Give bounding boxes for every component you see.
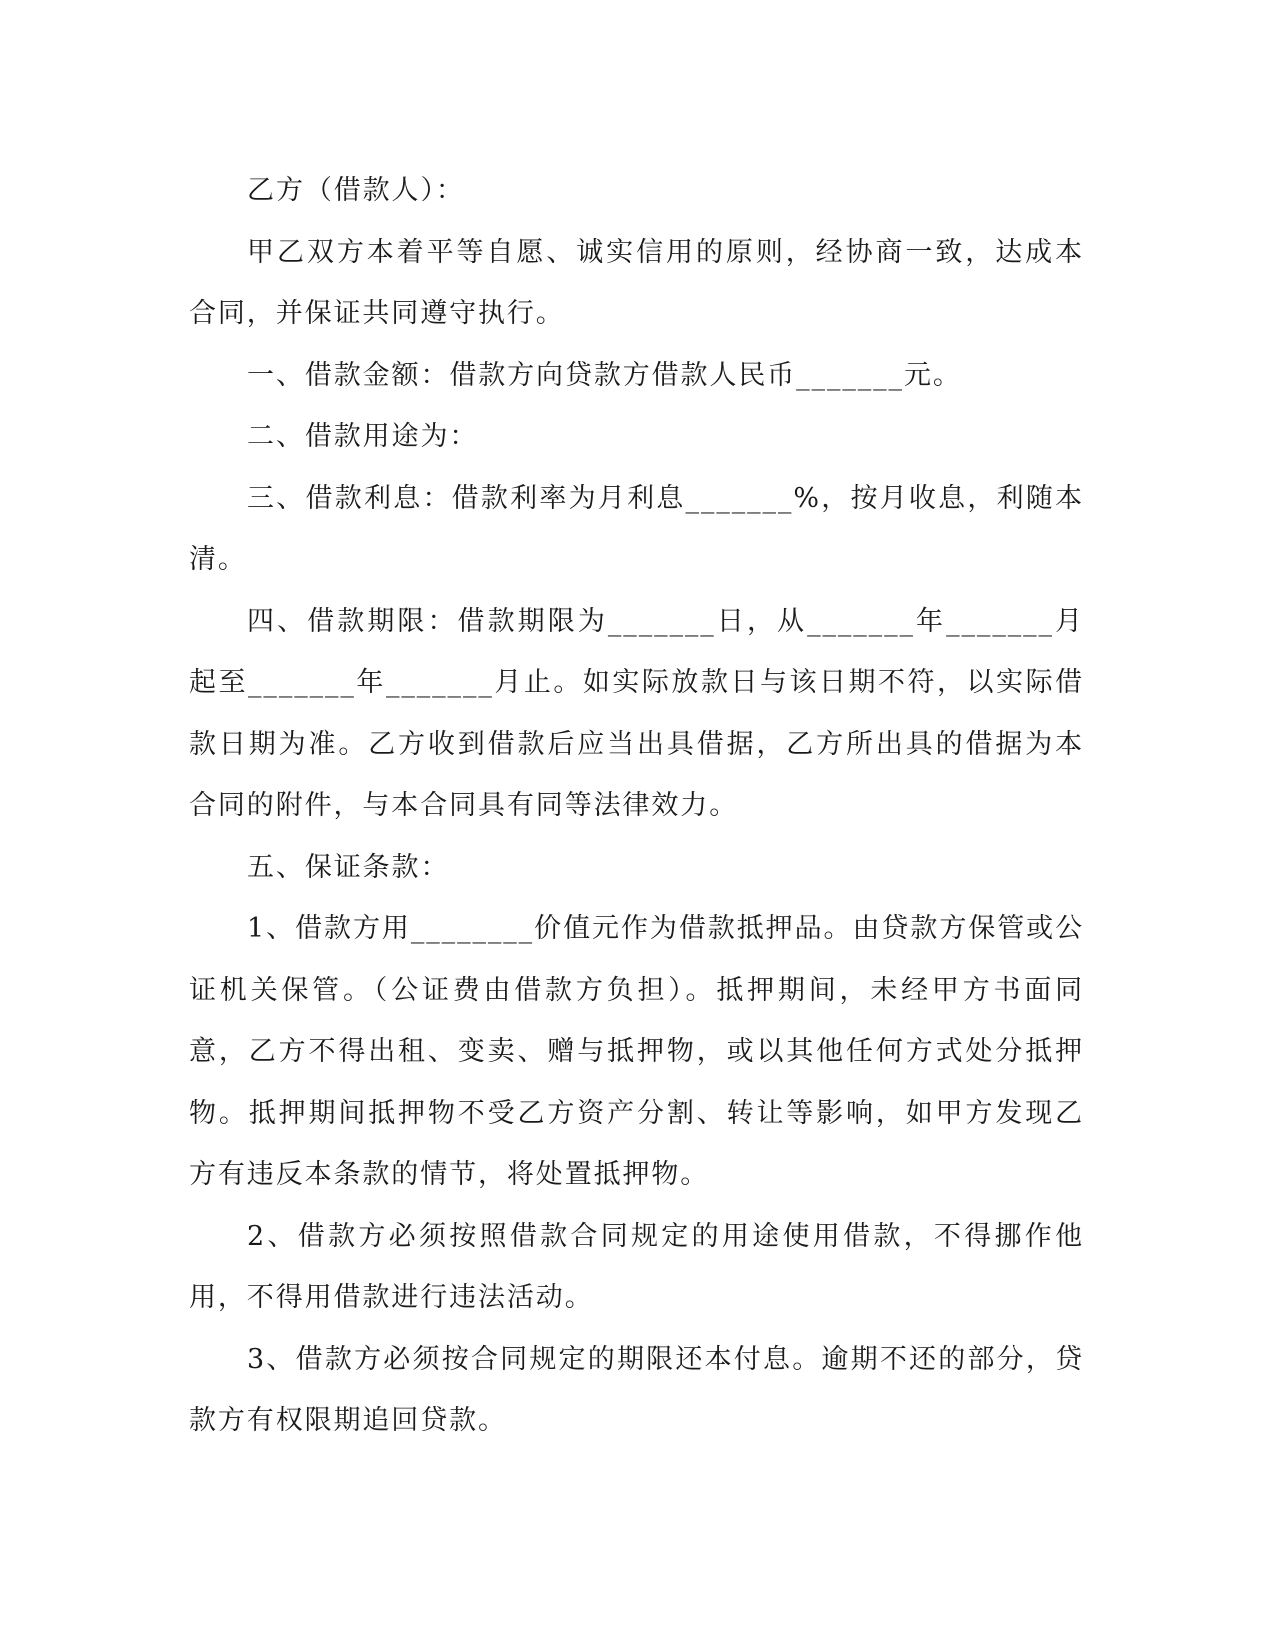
party-b-line: 乙方（借款人）： (247, 175, 465, 206)
clause-loan-term: 四、借款期限：借款期限为_______日，从_______年_______月起至_______年_______月止。如实际放款日与该日期不符，以实际借款日期为准。乙方收到借款后应当出具借据，乙方所出具的借据为本合同的附件，与本合同具有同等法律效力。 (189, 605, 1084, 821)
contract-body (189, 160, 1084, 1452)
preamble-paragraph: 甲乙双方本着平等自愿、诚实信用的原则，经协商一致，达成本合同，并保证共同遵守执行。 (189, 236, 1084, 329)
guarantee-item-1: 1、借款方用________价值元作为借款抵押品。由贷款方保管或公证机关保管。（公证费由借款方负担）。抵押期间，未经甲方书面同意，乙方不得出租、变卖、赠与抵押物，或以其他任何方式处分抵押物。抵押期间抵押物不受乙方资产分割、转让等影响，如甲方发现乙方有违反本条款的情节，将处置抵押物。 (189, 913, 1084, 1190)
clause-guarantee-heading: 五、保证条款： (247, 851, 450, 883)
clause-loan-amount: 一、借款金额：借款方向贷款方借款人民币_______元。 (247, 359, 962, 391)
clause-loan-interest: 三、借款利息：借款利率为月利息_______%，按月收息，利随本清。 (189, 482, 1084, 575)
guarantee-item-3: 3、借款方必须按合同规定的期限还本付息。逾期不还的部分，贷款方有权限期追回贷款。 (189, 1343, 1084, 1436)
guarantee-item-2: 2、借款方必须按照借款合同规定的用途使用借款，不得挪作他用，不得用借款进行违法活动。 (189, 1220, 1084, 1313)
clause-loan-purpose: 二、借款用途为： (247, 421, 479, 452)
